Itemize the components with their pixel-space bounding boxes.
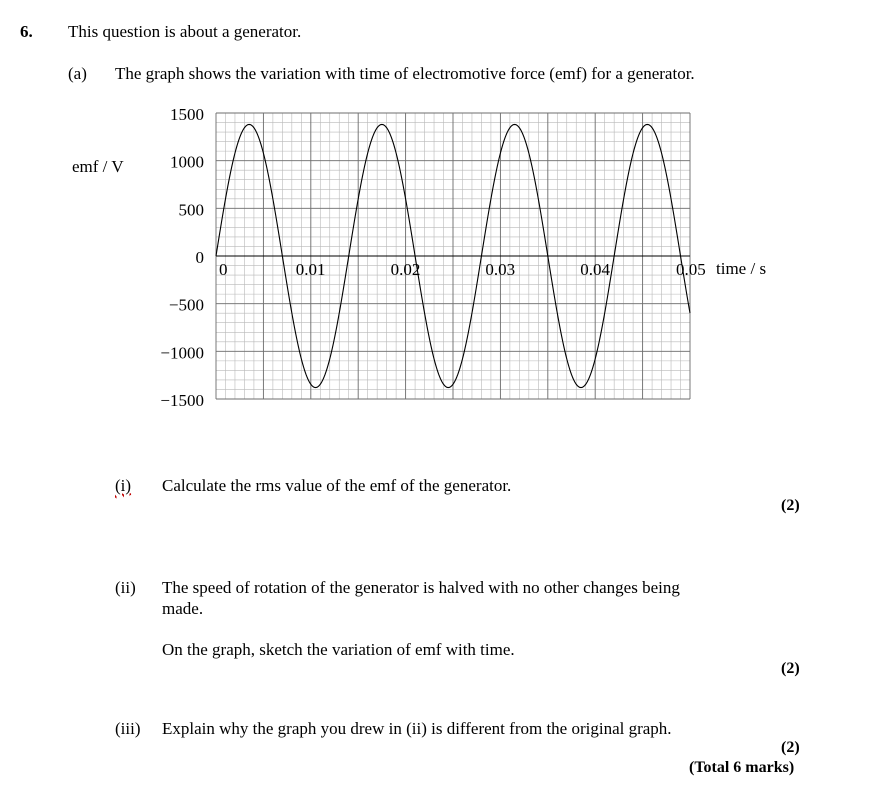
y-tick-label: 1500 [170,105,204,124]
y-tick-label: −1500 [160,391,204,410]
y-tick-label: 0 [195,248,204,267]
x-tick-label: 0.03 [485,260,516,279]
subpart-iii-text: Explain why the graph you drew in (ii) is different from the original graph. [162,719,672,738]
subpart-i-marks: (2) [781,497,800,514]
subpart-ii-line-1: The speed of rotation of the generator is halved with no other changes being [162,578,680,597]
y-tick-label: 1000 [170,152,204,172]
subpart-ii-line-3: On the graph, sketch the variation of emf with time. [162,640,515,659]
total-marks: (Total 6 marks) [689,759,795,776]
part-a-label: (a) [68,64,87,83]
x-tick-label: 0.01 [295,260,326,279]
x-axis-label: time / s [716,259,767,278]
subpart-ii-line-2: made. [162,599,204,618]
question-number: 6. [20,22,33,41]
x-tick-label: 0 [219,260,228,279]
subpart-i-label: (i) [115,476,132,495]
y-axis-label: emf / V [72,157,124,176]
subpart-ii-label: (ii) [115,578,136,597]
x-tick-label: 0.05 [676,260,706,279]
y-tick-label: 500 [178,200,204,220]
subpart-ii-marks: (2) [781,660,800,677]
part-a-text: The graph shows the variation with time of electromotive force (emf) for a generator. [115,64,695,83]
y-tick-label: −500 [168,295,204,315]
y-tick-label: −1000 [160,343,204,363]
x-tick-label: 0.04 [580,260,610,279]
subpart-iii-marks: (2) [781,739,800,756]
subpart-i-text: Calculate the rms value of the emf of the generator. [162,476,512,495]
x-tick-label: 0.02 [390,260,421,279]
tick-labels [160,105,705,410]
subpart-iii-label: (iii) [115,719,141,738]
major-grid [216,113,690,399]
question-intro: This question is about a generator. [68,22,302,41]
